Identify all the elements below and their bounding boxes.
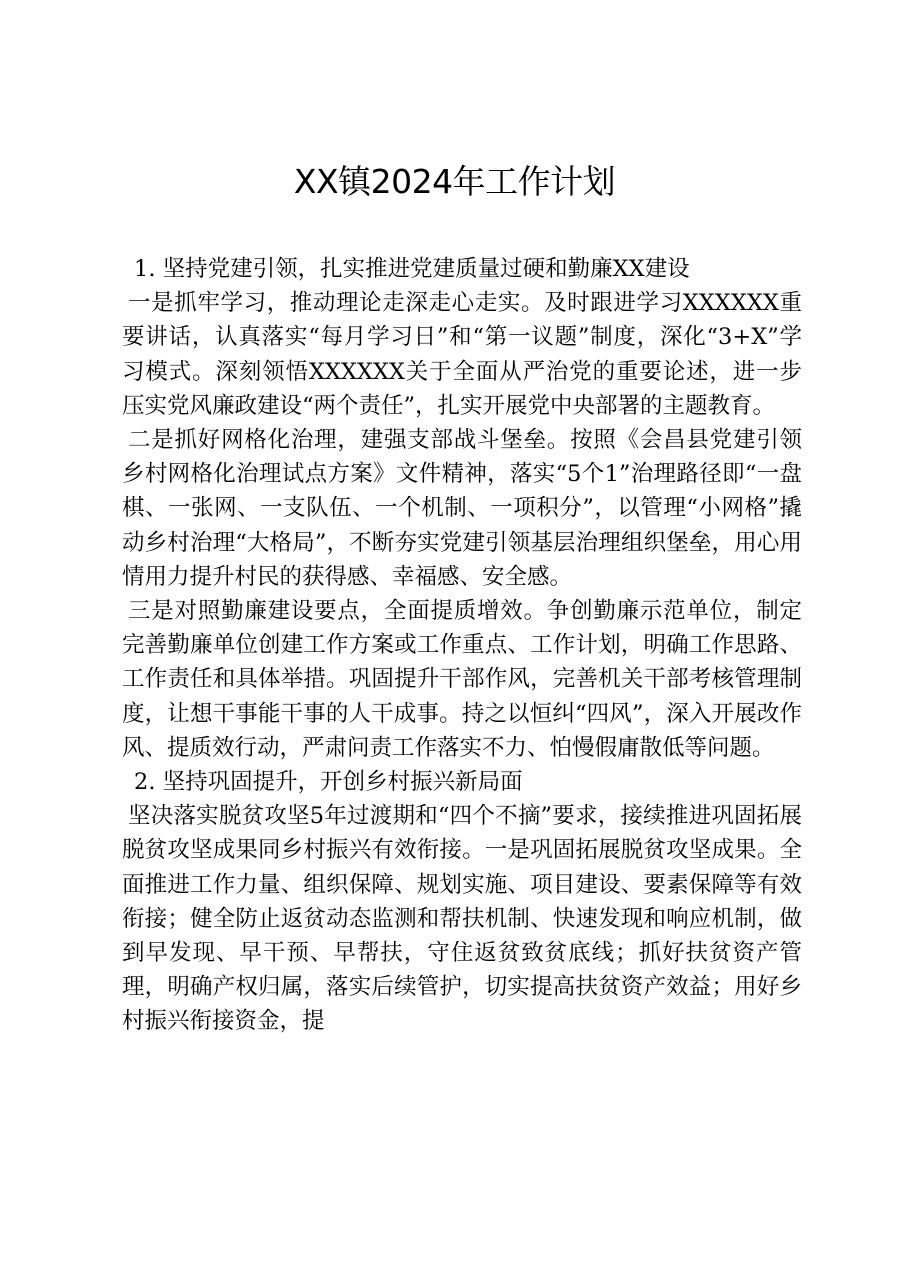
section-heading-2: 2. 坚持巩固提升，开创乡村振兴新局面 (134, 769, 523, 796)
section-heading-1: 1. 坚持党建引领，扎实推进党建质量过硬和勤廉XX建设 (134, 256, 690, 282)
document-body (122, 252, 802, 1039)
paragraph-integrity-building: 三是对照勤廉建设要点，全面提质增效。争创勤廉示范单位，制定完善勤廉单位创建工作方案或工作重点、工作计划，明确工作思路、工作责任和具体举措。巩固提升干部作风，完善机关干部考核管理制度，让想干事能干事的人干成事。持之以恒纠“四风”，深入开展改作风、提质效行动，严肃问责工作落实不力、怕慢假庸散低等问题。 (122, 598, 802, 761)
document-title: XX镇2024年工作计划 (293, 162, 616, 201)
paragraph-grid-governance: 二是抓好网格化治理，建强支部战斗堡垒。按照《会昌县党建引领乡村网格化治理试点方案》文件精神，落实“5个1”治理路径即“一盘棋、一张网、一支队伍、一个机制、一项积分”，以管理“小网格”撬动乡村治理“大格局”，不断夯实党建引领基层治理组织堡垒，用心用情用力提升村民的获得感、幸福感、安全感。 (122, 427, 802, 590)
paragraph-rural-revitalization: 坚决落实脱贫攻坚5年过渡期和“四个不摘”要求，接续推进巩固拓展脱贫攻坚成果同乡村振兴有效衔接。一是巩固拓展脱贫攻坚成果。全面推进工作力量、组织保障、规划实施、项目建设、要素保障等有效衔接；健全防止返贫动态监测和帮扶机制、快速发现和响应机制，做到早发现、早干预、早帮扶，守住返贫致贫底线；抓好扶贫资产管理，明确产权归属，落实后续管护，切实提高扶贫资产效益；用好乡村振兴衔接资金，提 (122, 803, 802, 1035)
paragraph-study: 一是抓牢学习，推动理论走深走心走实。及时跟进学习XXXXXX重要讲话，认真落实“每月学习日”和“第一议题”制度，深化“3+X”学习模式。深刻领悟XXXXXX关于全面从严治党的重要论述，进一步压实党风廉政建设“两个责任”，扎实开展党中央部署的主题教育。 (122, 290, 802, 419)
